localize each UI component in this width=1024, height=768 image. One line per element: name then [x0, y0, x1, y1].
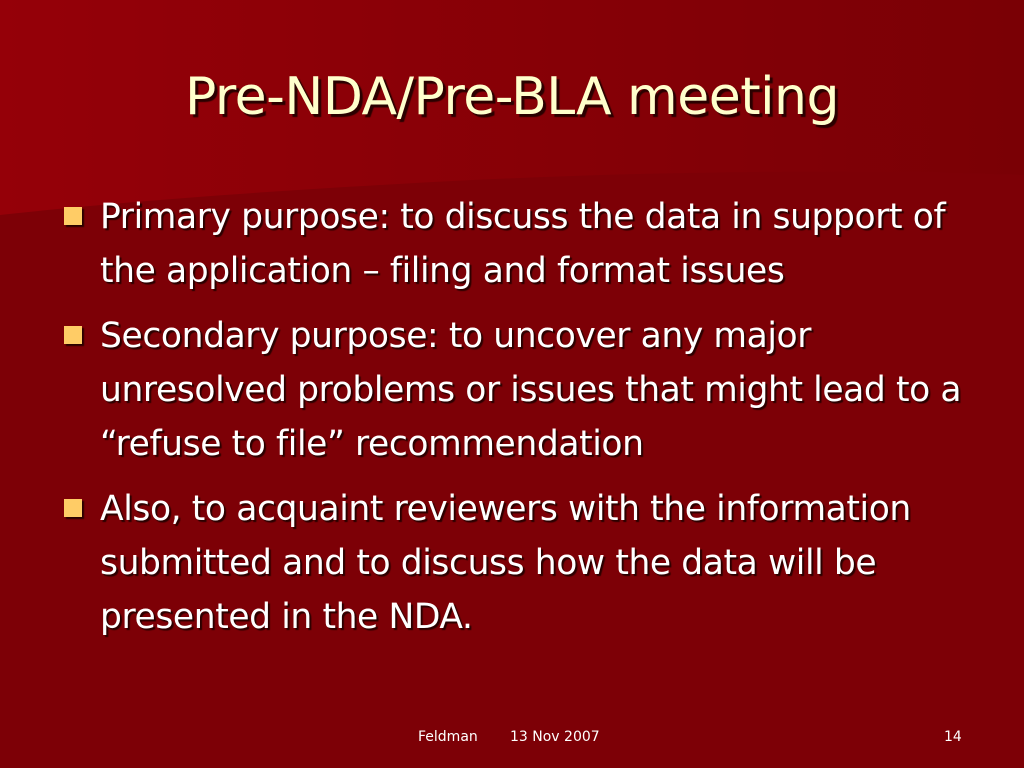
bullet-text: Also, to acquaint reviewers with the information submitted and to discuss how the data will be presented in the NDA.: [100, 489, 911, 637]
bullet-item: [62, 190, 967, 298]
square-bullet-icon: [64, 326, 82, 344]
bullet-text: Secondary purpose: to uncover any major unresolved problems or issues that might lead to a “refuse to file” recommendation: [100, 316, 962, 464]
slide-number: 14: [944, 729, 962, 745]
bullet-item: [62, 482, 967, 644]
square-bullet-icon: [64, 207, 82, 225]
bullet-item: [62, 309, 967, 471]
footer-author: Feldman: [418, 729, 478, 745]
square-bullet-icon: [64, 499, 82, 517]
bullet-text: Primary purpose: to discuss the data in support of the application – filing and format issues: [100, 197, 946, 291]
slide-title: Pre-NDA/Pre-BLA meeting: [184, 67, 839, 127]
bullet-list: [62, 190, 967, 655]
footer-date: 13 Nov 2007: [510, 729, 600, 745]
